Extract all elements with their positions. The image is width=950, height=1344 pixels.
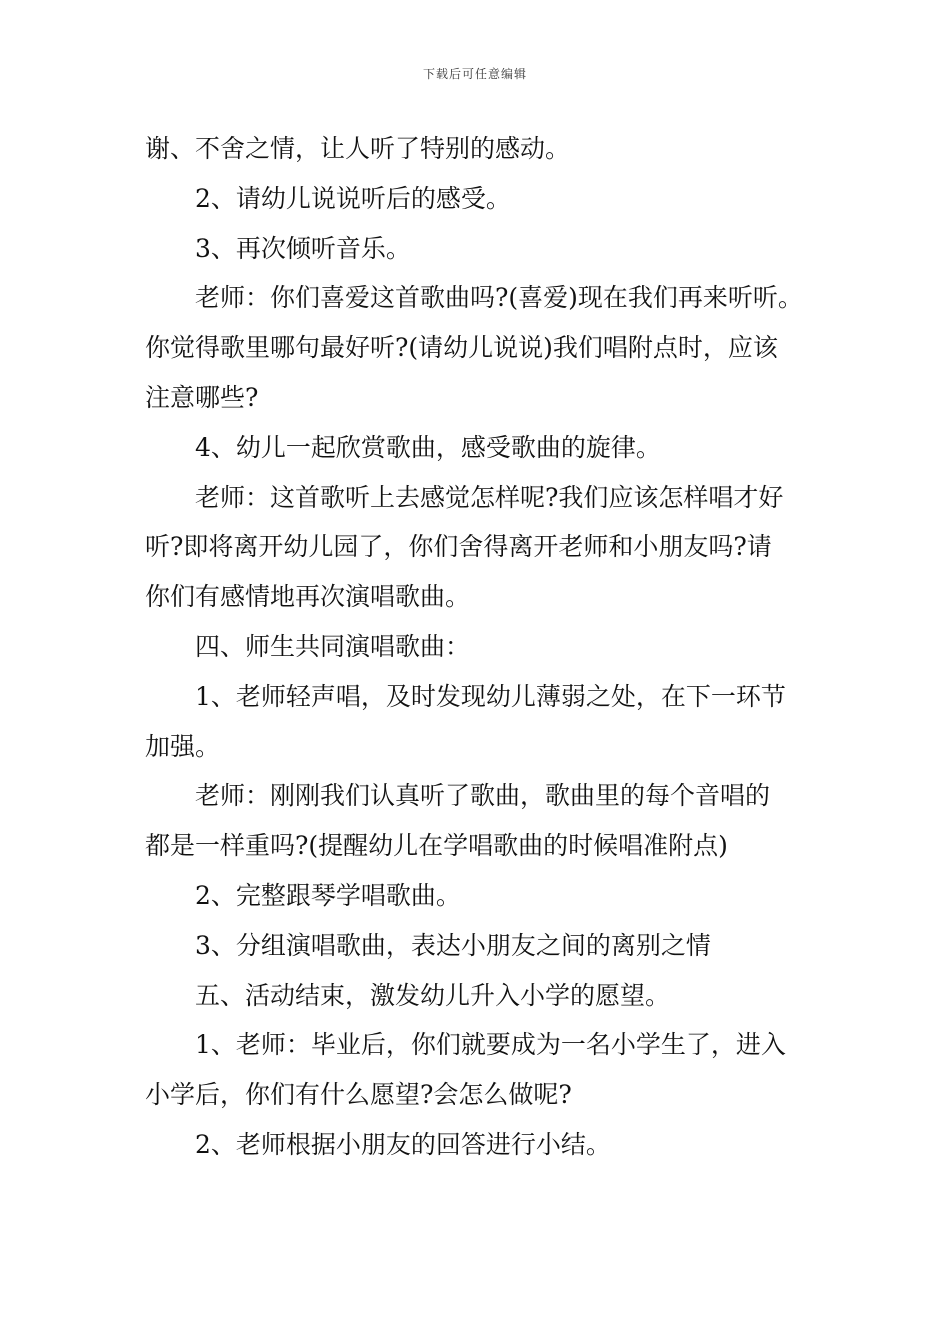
- text-line: 老师：这首歌听上去感觉怎样呢?我们应该怎样唱才好: [195, 482, 784, 512]
- page-header: 下载后可任意编辑: [422, 67, 527, 81]
- document-body: [145, 124, 815, 1170]
- text-line: 都是一样重吗?(提醒幼儿在学唱歌曲的时候唱准附点): [145, 831, 728, 861]
- text-line: 2、老师根据小朋友的回答进行小结。: [195, 1129, 611, 1159]
- text-line: 4、幼儿一起欣赏歌曲，感受歌曲的旋律。: [195, 432, 661, 462]
- text-line: 谢、不舍之情，让人听了特别的感动。: [145, 134, 571, 163]
- text-line: 1、老师：毕业后，你们就要成为一名小学生了，进入: [195, 1030, 786, 1060]
- text-line: 加强。: [145, 731, 221, 761]
- text-line: 四、师生共同演唱歌曲：: [195, 631, 471, 661]
- text-line: 2、请幼儿说说听后的感受。: [195, 183, 511, 213]
- text-line: 3、再次倾听音乐。: [195, 233, 411, 263]
- text-line: 听?即将离开幼儿园了，你们舍得离开老师和小朋友吗?请: [145, 532, 772, 562]
- text-line: 小学后，你们有什么愿望?会怎么做呢?: [145, 1080, 572, 1110]
- text-line: 你们有感情地再次演唱歌曲。: [145, 582, 471, 612]
- text-line: 2、完整跟琴学唱歌曲。: [195, 880, 461, 910]
- text-line: 3、分组演唱歌曲，表达小朋友之间的离别之情: [195, 930, 711, 960]
- text-line: 五、活动结束，激发幼儿升入小学的愿望。: [195, 980, 671, 1010]
- text-line: 老师：你们喜爱这首歌曲吗?(喜爱)现在我们再来听听。: [195, 283, 803, 313]
- text-line: 注意哪些?: [145, 382, 259, 412]
- text-line: 老师：刚刚我们认真听了歌曲，歌曲里的每个音唱的: [195, 781, 771, 811]
- text-line: 1、老师轻声唱，及时发现幼儿薄弱之处，在下一环节: [195, 681, 786, 711]
- text-line: 你觉得歌里哪句最好听?(请幼儿说说)我们唱附点时，应该: [145, 333, 778, 363]
